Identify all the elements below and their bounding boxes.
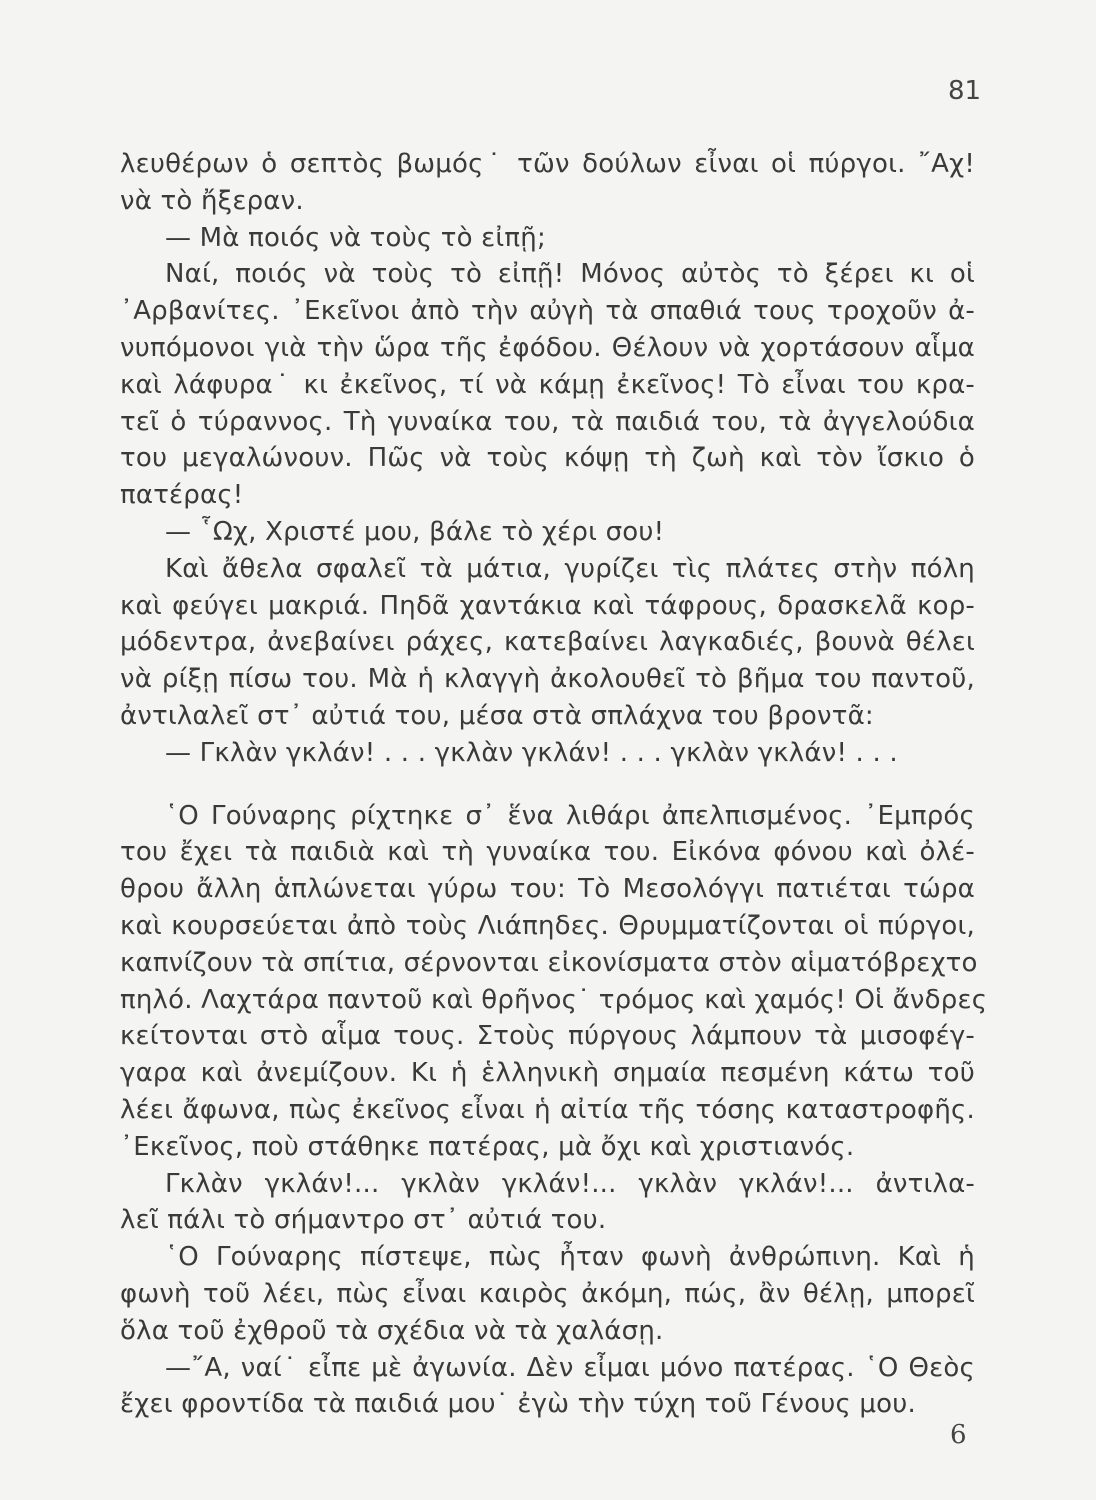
- text-line: λέει ἄφωνα, πὼς ἐκεῖνος εἶναι ἡ αἰτία τῆς τόσης καταστροφῆς.: [120, 1094, 975, 1125]
- text-line: φωνὴ τοῦ λέει, πὼς εἶναι καιρὸς ἀκόμη, πώς, ἂν θέλῃ, μπορεῖ: [120, 1278, 975, 1309]
- text-line: γαρα καὶ ἀνεμίζουν. Κι ἡ ἑλληνικὴ σημαία πεσμένη κάτω τοῦ: [120, 1058, 975, 1089]
- text-line: καὶ λάφυρα˙ κι ἐκεῖνος, τί νὰ κάμῃ ἐκεῖνος! Τὸ εἶναι του κρα-: [120, 369, 975, 400]
- text-body: [120, 146, 988, 1423]
- text-line: ὅλα τοῦ ἐχθροῦ τὰ σχέδια νὰ τὰ χαλάσῃ.: [120, 1315, 664, 1346]
- page-number: 81: [948, 76, 982, 106]
- dialogue-line: — Μὰ ποιός νὰ τοὺς τὸ εἰπῇ;: [165, 222, 546, 253]
- text-line: νὰ ρίξῃ πίσω του. Μὰ ἡ κλαγγὴ ἀκολουθεῖ τὸ βῆμα του παντοῦ,: [120, 664, 975, 695]
- text-line: Γκλὰν γκλάν!... γκλὰν γκλάν!... γκλὰν γκλάν!... ἀντιλα-: [165, 1168, 975, 1199]
- text-line: του μεγαλώνουν. Πῶς νὰ τοὺς κόψῃ τὴ ζωὴ καὶ τὸν ἴσκιο ὁ: [120, 443, 975, 474]
- text-line: καπνίζουν τὰ σπίτια, σέρνονται εἰκονίσματα στὸν αἱματόβρεχτο: [120, 947, 978, 978]
- text-line: θρου ἄλλη ἁπλώνεται γύρω του: Τὸ Μεσολόγγι πατιέται τώρα: [120, 874, 975, 905]
- text-line: ἔχει φροντίδα τὰ παιδιά μου˙ ἐγὼ τὴν τύχη τοῦ Γένους μου.: [120, 1389, 916, 1420]
- section-break: [120, 772, 975, 798]
- text-line: νυπόμονοι γιὰ τὴν ὥρα τῆς ἐφόδου. Θέλουν νὰ χορτάσουν αἷμα: [120, 332, 975, 363]
- text-line: καὶ φεύγει μακριά. Πηδᾶ χαντάκια καὶ τάφρους, δρασκελᾶ κορ-: [120, 590, 975, 621]
- text-line: καὶ κουρσεύεται ἀπὸ τοὺς Λιάπηδες. Θρυμματίζονται οἱ πύργοι,: [120, 910, 975, 941]
- text-line: τεῖ ὁ τύραννος. Τὴ γυναίκα του, τὰ παιδιά του, τὰ ἀγγελούδια: [120, 406, 975, 437]
- text-line: πηλό. Λαχτάρα παντοῦ καὶ θρῆνος˙ τρόμος καὶ χαμός! Οἱ ἄνδρες: [120, 984, 988, 1015]
- text-line: λευθέρων ὁ σεπτὸς βωμός˙ τῶν δούλων εἶναι οἱ πύργοι. ῎Αχ!: [120, 149, 975, 179]
- text-line: ᾿Αρβανίτες. ᾿Εκεῖνοι ἀπὸ τὴν αὐγὴ τὰ σπαθιά τους τροχοῦν ἀ-: [120, 296, 975, 327]
- dialogue-line: —῎Α, ναί˙ εἶπε μὲ ἀγωνία. Δὲν εἶμαι μόνο πατέρας. ῾Ο Θεὸς: [165, 1352, 975, 1383]
- text-line: νὰ τὸ ἤξεραν.: [120, 185, 304, 216]
- dialogue-line: — ῟Ωχ, Χριστέ μου, βάλε τὸ χέρι σου!: [165, 516, 665, 547]
- text-line: μόδεντρα, ἀνεβαίνει ράχες, κατεβαίνει λαγκαδιές, βουνὰ θέλει: [120, 627, 975, 658]
- text-line: Ναί, ποιός νὰ τοὺς τὸ εἰπῇ! Μόνος αὐτὸς τὸ ξέρει κι οἱ: [165, 259, 975, 290]
- dialogue-line: — Γκλὰν γκλάν! . . . γκλὰν γκλάν! . . . γκλὰν γκλάν! . . .: [165, 737, 898, 768]
- text-line: λεῖ πάλι τὸ σήμαντρο στ᾿ αὐτιά του.: [120, 1205, 607, 1236]
- signature-number: 6: [950, 1420, 967, 1450]
- text-line: του ἔχει τὰ παιδιὰ καὶ τὴ γυναίκα του. Εἰκόνα φόνου καὶ ὀλέ-: [120, 837, 975, 868]
- text-line: Καὶ ἄθελα σφαλεῖ τὰ μάτια, γυρίζει τὶς πλάτες στὴν πόλη: [165, 553, 975, 584]
- text-line: κείτονται στὸ αἷμα τους. Στοὺς πύργους λάμπουν τὰ μισοφέγ-: [120, 1021, 975, 1052]
- text-line: ῾Ο Γούναρης πίστεψε, πὼς ἦταν φωνὴ ἀνθρώπινη. Καὶ ἡ: [165, 1242, 975, 1273]
- text-line: ᾿Εκεῖνος, ποὺ στάθηκε πατέρας, μὰ ὄχι καὶ χριστιανός.: [120, 1131, 855, 1162]
- text-line: ῾Ο Γούναρης ρίχτηκε σ᾿ ἕνα λιθάρι ἀπελπισμένος. ᾿Εμπρός: [165, 800, 975, 831]
- text-line: ἀντιλαλεῖ στ᾿ αὐτιά του, μέσα στὰ σπλάχνα του βροντᾶ:: [120, 700, 874, 731]
- text-line: πατέρας!: [120, 480, 244, 511]
